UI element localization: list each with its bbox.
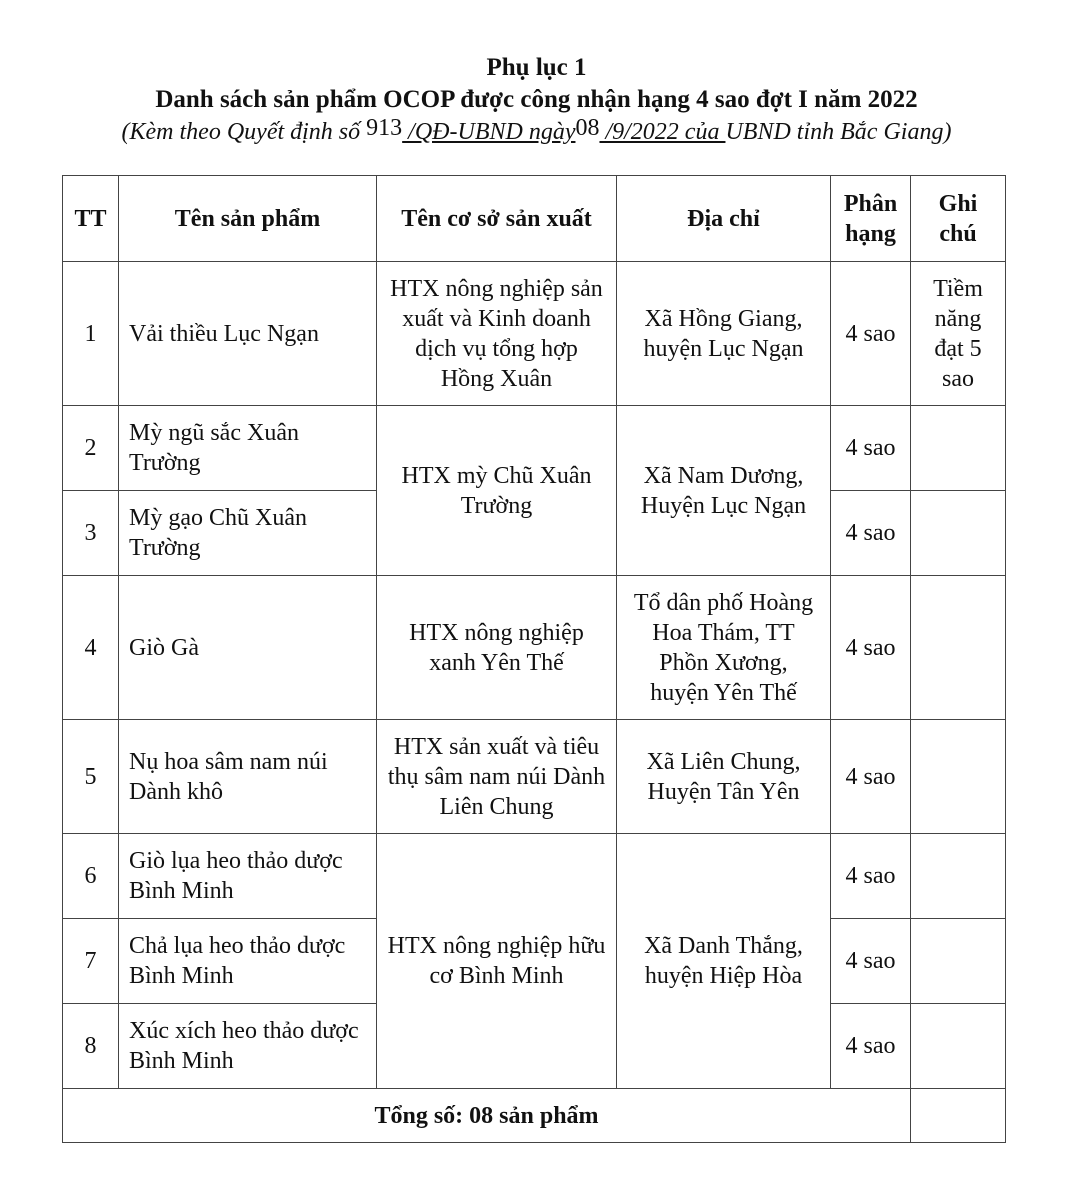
decision-date-rest: /9/2022 của [599, 119, 726, 145]
product-name: Mỳ gạo Chũ Xuân Trường [119, 491, 377, 576]
rank: 4 sao [831, 406, 911, 491]
note: Tiềm năng đạt 5 sao [911, 262, 1006, 406]
appendix-title: Phụ lục 1 [486, 54, 587, 81]
note [911, 491, 1006, 576]
rank: 4 sao [831, 834, 911, 919]
decision-reference [0, 116, 1073, 148]
row-number: 4 [63, 576, 119, 720]
row-number: 1 [63, 262, 119, 406]
product-name: Nụ hoa sâm nam núi Dành khô [119, 720, 377, 834]
column-header-rank: Phân hạng [831, 176, 911, 262]
note [911, 834, 1006, 919]
rank: 4 sao [831, 1004, 911, 1089]
address: Xã Liên Chung, Huyện Tân Yên [617, 720, 831, 834]
note [911, 406, 1006, 491]
product-name: Giò Gà [119, 576, 377, 720]
note [911, 576, 1006, 720]
address: Tổ dân phố Hoàng Hoa Thám, TT Phồn Xương, huyện Yên Thế [617, 576, 831, 720]
decision-day: 08 [575, 115, 600, 141]
producer-name: HTX nông nghiệp hữu cơ Bình Minh [377, 834, 617, 1089]
product-name: Chả lụa heo thảo dược Bình Minh [119, 919, 377, 1004]
rank: 4 sao [831, 262, 911, 406]
total-row [63, 1089, 1006, 1143]
column-header-tt: TT [63, 176, 119, 262]
producer-name: HTX sản xuất và tiêu thụ sâm nam núi Dành Liên Chung [377, 720, 617, 834]
address: Xã Nam Dương, Huyện Lục Ngạn [617, 406, 831, 576]
rank: 4 sao [831, 491, 911, 576]
table-header-row [63, 176, 1006, 262]
table-row [63, 834, 1006, 919]
producer-name: HTX nông nghiệp xanh Yên Thế [377, 576, 617, 720]
document-subtitle: Danh sách sản phẩm OCOP được công nhận hạng 4 sao đợt I năm 2022 [155, 86, 918, 113]
address: Xã Danh Thắng, huyện Hiệp Hòa [617, 834, 831, 1089]
rank: 4 sao [831, 919, 911, 1004]
producer-name: HTX nông nghiệp sản xuất và Kinh doanh dịch vụ tổng hợp Hồng Xuân [377, 262, 617, 406]
rank: 4 sao [831, 720, 911, 834]
decision-mid: /QĐ-UBND ngày [402, 119, 576, 145]
decision-suffix: UBND tỉnh Bắc Giang) [725, 119, 952, 145]
column-header-note: Ghi chú [911, 176, 1006, 262]
decision-prefix: (Kèm theo Quyết định số [121, 119, 367, 145]
row-number: 6 [63, 834, 119, 919]
table-row [63, 406, 1006, 491]
producer-name: HTX mỳ Chũ Xuân Trường [377, 406, 617, 576]
rank: 4 sao [831, 576, 911, 720]
decision-underlined [366, 115, 726, 145]
ocop-products-table [62, 175, 1006, 1143]
product-name: Mỳ ngũ sắc Xuân Trường [119, 406, 377, 491]
address: Xã Hồng Giang, huyện Lục Ngạn [617, 262, 831, 406]
total-note [911, 1089, 1006, 1143]
note [911, 919, 1006, 1004]
note [911, 720, 1006, 834]
column-header-address: Địa chỉ [617, 176, 831, 262]
row-number: 3 [63, 491, 119, 576]
table-row [63, 262, 1006, 406]
product-name: Vải thiều Lục Ngạn [119, 262, 377, 406]
decision-number: 913 [366, 115, 403, 141]
product-name: Xúc xích heo thảo dược Bình Minh [119, 1004, 377, 1089]
table-row [63, 720, 1006, 834]
table-row [63, 576, 1006, 720]
row-number: 5 [63, 720, 119, 834]
total-label: Tổng số: 08 sản phẩm [63, 1089, 911, 1143]
product-name: Giò lụa heo thảo dược Bình Minh [119, 834, 377, 919]
row-number: 8 [63, 1004, 119, 1089]
row-number: 2 [63, 406, 119, 491]
column-header-producer: Tên cơ sở sản xuất [377, 176, 617, 262]
note [911, 1004, 1006, 1089]
column-header-product: Tên sản phẩm [119, 176, 377, 262]
row-number: 7 [63, 919, 119, 1004]
